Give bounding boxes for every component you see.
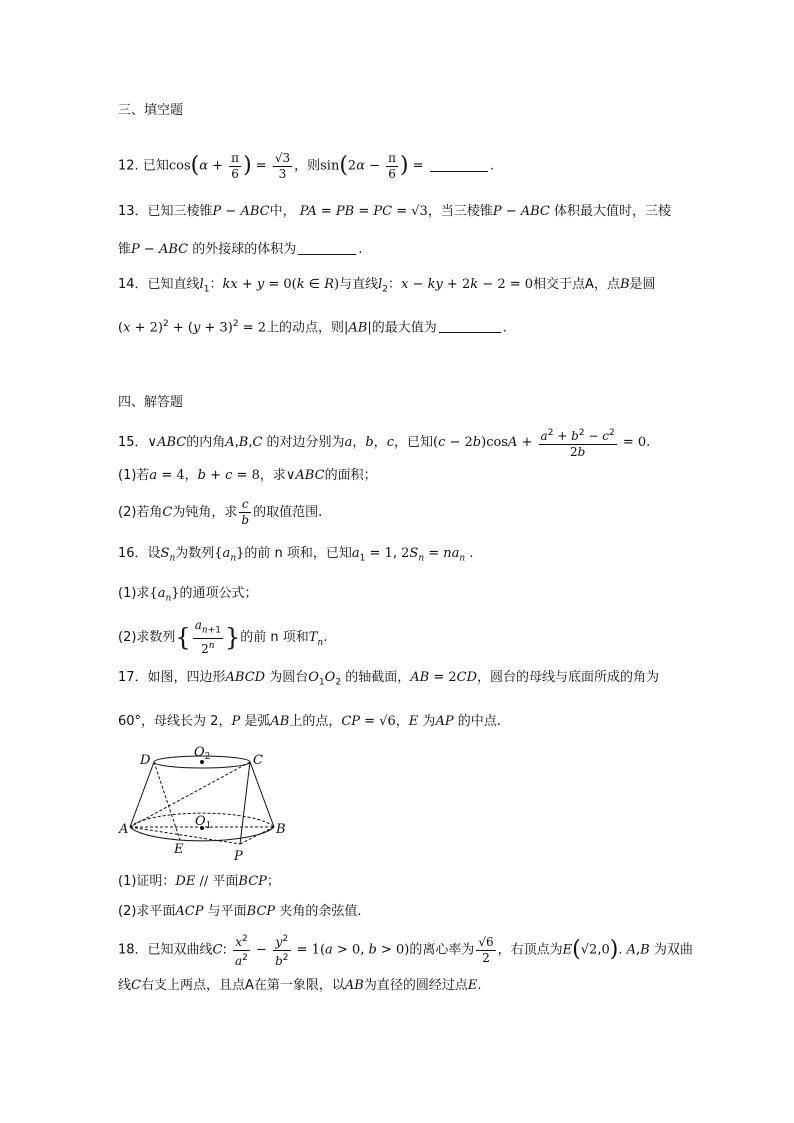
label-a: A (119, 822, 129, 837)
question-17-line1: 17．如图，四边形ABCD 为圆台$O_1O_2$ 的轴截面，AB = 2CD，圆台的母线与底面所成的角为 (118, 670, 660, 688)
question-14-line1: 14．已知直线$l_1$：kx + y = 0(k ∈ R)与直线$l_2$：x − ky + 2k − 2 = 0相交于点A，点B是圆 (118, 277, 656, 295)
question-16-line1: 16．设$S_n$为数列$\{a_n\}$的前 n 项和，已知$a_1 = 1$, $2S_n = na_n$ . (118, 546, 474, 564)
generator-left (130, 762, 154, 827)
question-15-part2: (2)若角C为钝角，求 $\frac{c}{b}$ 的取值范围. (118, 497, 323, 527)
answer-blank-12[interactable] (430, 157, 488, 172)
answer-blank-13[interactable] (298, 240, 356, 255)
question-13-line2: 锥P − ABC 的外接球的体积为 . (118, 242, 363, 257)
segment-bp (240, 827, 274, 844)
frustum-figure (118, 742, 298, 867)
label-o2: $O_2$ (194, 745, 211, 762)
section-title-solve: 四、解答题 (118, 395, 184, 410)
question-14-line2: $(x + 2)^2 + (y + 3)^2 = 2$上的动点，则|AB|的最大值为 . (118, 319, 507, 336)
question-17-part2: (2)求平面ACP 与平面BCP 夹角的余弦值. (118, 904, 362, 919)
segment-ca (130, 762, 250, 827)
segment-ap (130, 827, 240, 844)
question-12: 12. 已知cos(α + $\frac{\pi}{6}$ ) = $\frac{√3}{3}$ ，则sin(2α − $\frac{\pi}{6}$ ) = . (118, 150, 494, 181)
generator-right (250, 762, 274, 827)
question-17-part1: (1)证明：DE // 平面BCP； (118, 874, 280, 889)
label-b: B (276, 822, 286, 837)
segment-de (154, 762, 180, 840)
section-title-fill: 三、填空题 (118, 103, 184, 118)
answer-blank-14[interactable] (439, 318, 501, 333)
label-o1: $O_1$ (195, 814, 212, 831)
label-e: E (174, 842, 184, 857)
question-13-line1: 13．已知三棱锥P − ABC中， PA = PB = PC = √3，当三棱锥P − ABC 体积最大值时，三棱 (118, 204, 672, 219)
question-17-line2: 60°，母线长为 2，P 是弧AB上的点，CP = √6，E 为AP 的中点. (118, 714, 501, 729)
question-18-line1: 18．已知双曲线C: $\frac{x^2}{a^2}$ − $\frac{y^2}{b^2}$ = 1(a > 0, b > 0)的离心率为 $\frac{√6}{2}$ ，右顶点为E(√2,0). A,B 为双曲 (118, 933, 693, 968)
question-18-line2: 线C右支上两点，且点A在第一象限，以AB为直径的圆经过点E. (118, 978, 482, 993)
label-d: D (140, 753, 151, 768)
segment-cp (240, 762, 250, 844)
label-c: C (253, 753, 263, 768)
question-16-part1: (1)求$\{a_n\}$的通项公式； (118, 586, 258, 604)
question-16-part2: (2)求数列{ $\frac{a_{n+1}}{2^n}$ }的前 n 项和$T_n$. (118, 618, 328, 657)
question-15-line1: 15．∨ABC的内角A,B,C 的对边分别为a，b，c，已知(c − 2b)cosA + $\frac{a^2 + b^2 - c^2}{2b}$ = 0. (118, 427, 651, 459)
center-o2 (200, 760, 204, 764)
question-15-part1: (1)若a = 4，b + c = 8，求∨ABC的面积； (118, 468, 377, 483)
label-p: P (234, 849, 243, 864)
